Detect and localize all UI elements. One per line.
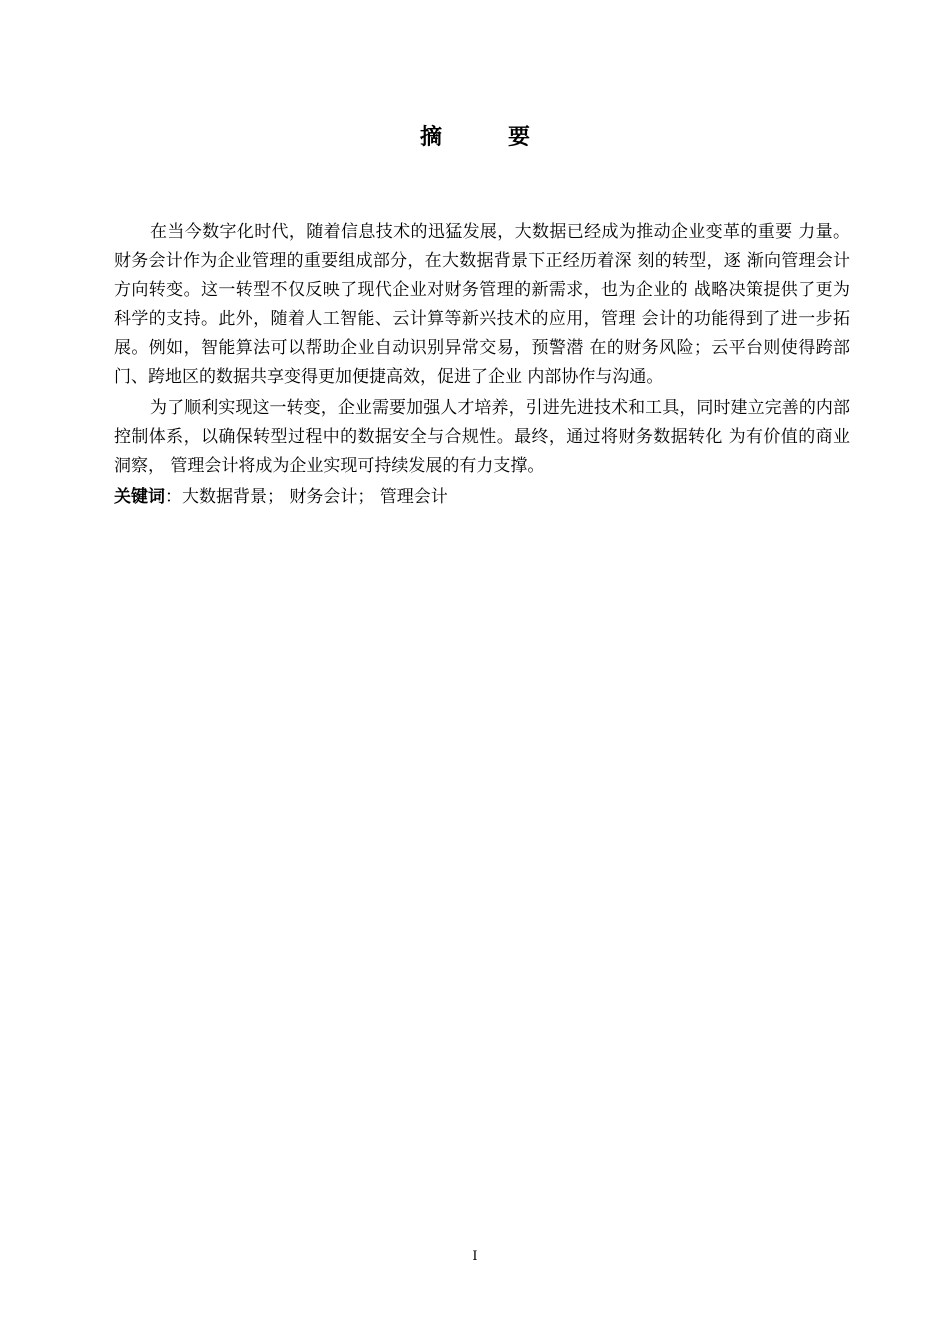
abstract-paragraph-1: 在当今数字化时代，随着信息技术的迅猛发展，大数据已经成为推动企业变革的重要 力量。财务会计作为企业管理的重要组成部分，在大数据背景下正经历着深 刻的转型，逐 渐向管理会计方向转变。这一转型不仅反映了现代企业对财务管理的新需求，也为企业的 战略决策提供了更为科学的支持。此外，随着人工智能、云计算等新兴技术的应用，管理 会计的功能得到了进一步拓展。例如，智能算法可以帮助企业自动识别异常交易，预警潜 在的财务风险；云平台则使得跨部门、跨地区的数据共享变得更加便捷高效，促进了企业 内部协作与沟通。 bbox=[114, 222, 850, 387]
keywords-colon: ： bbox=[165, 487, 182, 507]
page-title: 摘 要 bbox=[419, 125, 552, 150]
abstract-paragraph-2: 为了顺利实现这一转变，企业需要加强人才培养，引进先进技术和工具，同时建立完善的内部控制体系，以确保转型过程中的数据安全与合规性。最终，通过将财务数据转化 为有价值的商业洞察， 管理会计将成为企业实现可持续发展的有力支撑。 bbox=[114, 398, 850, 476]
keywords-line bbox=[114, 483, 850, 512]
page-number: I bbox=[472, 1249, 478, 1264]
keywords-label: 关键词 bbox=[114, 487, 165, 507]
abstract-body bbox=[114, 218, 850, 512]
keywords-text: 大数据背景； 财务会计； 管理会计 bbox=[182, 487, 448, 507]
